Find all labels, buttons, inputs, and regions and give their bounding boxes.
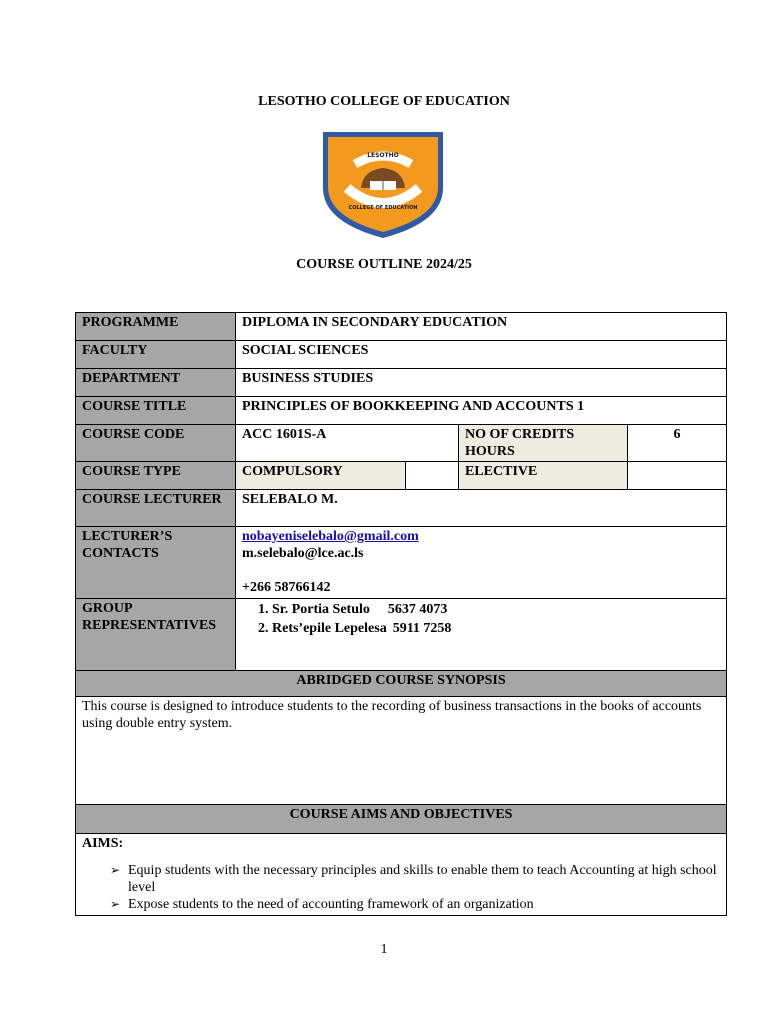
course-outline-title: COURSE OUTLINE 2024/25: [296, 257, 472, 272]
row-programme: [76, 313, 727, 341]
contacts-label: LECTURER’S CONTACTS: [76, 527, 236, 599]
compulsory-label: COMPULSORY: [236, 462, 406, 490]
row-contacts: [76, 527, 727, 599]
page-number: 1: [380, 942, 388, 957]
row-course-title: [76, 397, 727, 425]
elective-box: [628, 462, 727, 490]
row-faculty: [76, 341, 727, 369]
faculty-label: FACULTY: [76, 341, 236, 369]
phone-number: +266 58766142: [242, 580, 331, 595]
synopsis-heading: ABRIDGED COURSE SYNOPSIS: [76, 671, 727, 697]
group-rep-item: [272, 619, 720, 638]
course-info-table: [75, 312, 727, 916]
rep-phone: 5637 4073: [387, 602, 448, 617]
arrow-bullet-icon: ➢: [110, 863, 121, 877]
rep-phone: 5911 7258: [392, 621, 452, 636]
arrow-bullet-icon: ➢: [110, 897, 121, 911]
aims-list: [82, 862, 720, 913]
aim-text: Equip students with the necessary principles and skills to enable them to teach Accounting at high school level: [128, 863, 717, 895]
aim-item: [106, 896, 720, 913]
aim-text: Expose students to the need of accounting framework of an organization: [128, 897, 534, 912]
credits-value: 6: [628, 425, 727, 462]
group-reps-value: [236, 599, 727, 671]
row-lecturer: [76, 490, 727, 527]
synopsis-text: This course is designed to introduce students to the recording of business transactions in the books of accounts using double entry system.: [76, 697, 727, 805]
logo-arc-text: COLLEGE OF EDUCATION: [348, 205, 418, 211]
college-logo: [319, 126, 447, 240]
row-course-type: [76, 462, 727, 490]
department-value: BUSINESS STUDIES: [236, 369, 727, 397]
course-code-label: COURSE CODE: [76, 425, 236, 462]
group-reps-list: [242, 600, 720, 638]
email-link[interactable]: nobayeniselebalo@gmail.com: [242, 529, 419, 544]
aims-cell: [76, 834, 727, 916]
row-course-code: [76, 425, 727, 462]
faculty-value: SOCIAL SCIENCES: [236, 341, 727, 369]
lecturer-value: SELEBALO M.: [236, 490, 727, 527]
group-reps-label: GROUP REPRESENTATIVES: [76, 599, 236, 671]
programme-value: DIPLOMA IN SECONDARY EDUCATION: [236, 313, 727, 341]
department-label: DEPARTMENT: [76, 369, 236, 397]
compulsory-box: [406, 462, 459, 490]
logo-top-text: LESOTHO: [367, 152, 399, 159]
group-rep-item: [272, 600, 720, 619]
row-aims: [76, 834, 727, 916]
rep-name: Rets’epile Lepelesa: [272, 621, 387, 636]
programme-label: PROGRAMME: [76, 313, 236, 341]
course-code-value: ACC 1601S-A: [236, 425, 459, 462]
row-synopsis-heading: [76, 671, 727, 697]
aim-item: [106, 862, 720, 896]
credits-label: NO OF CREDITS HOURS: [459, 425, 628, 462]
course-title-label: COURSE TITLE: [76, 397, 236, 425]
aims-heading: COURSE AIMS AND OBJECTIVES: [76, 805, 727, 834]
row-group-reps: [76, 599, 727, 671]
contacts-value: [236, 527, 727, 599]
lecturer-label: COURSE LECTURER: [76, 490, 236, 527]
row-synopsis-text: [76, 697, 727, 805]
rep-name: Sr. Portia Setulo: [272, 602, 370, 617]
college-name: LESOTHO COLLEGE OF EDUCATION: [258, 94, 510, 109]
row-aims-heading: [76, 805, 727, 834]
email-secondary: m.selebalo@lce.ac.ls: [242, 546, 364, 561]
elective-label: ELECTIVE: [459, 462, 628, 490]
course-type-label: COURSE TYPE: [76, 462, 236, 490]
course-title-value: PRINCIPLES OF BOOKKEEPING AND ACCOUNTS 1: [236, 397, 727, 425]
row-department: [76, 369, 727, 397]
aims-label: AIMS:: [82, 836, 124, 851]
